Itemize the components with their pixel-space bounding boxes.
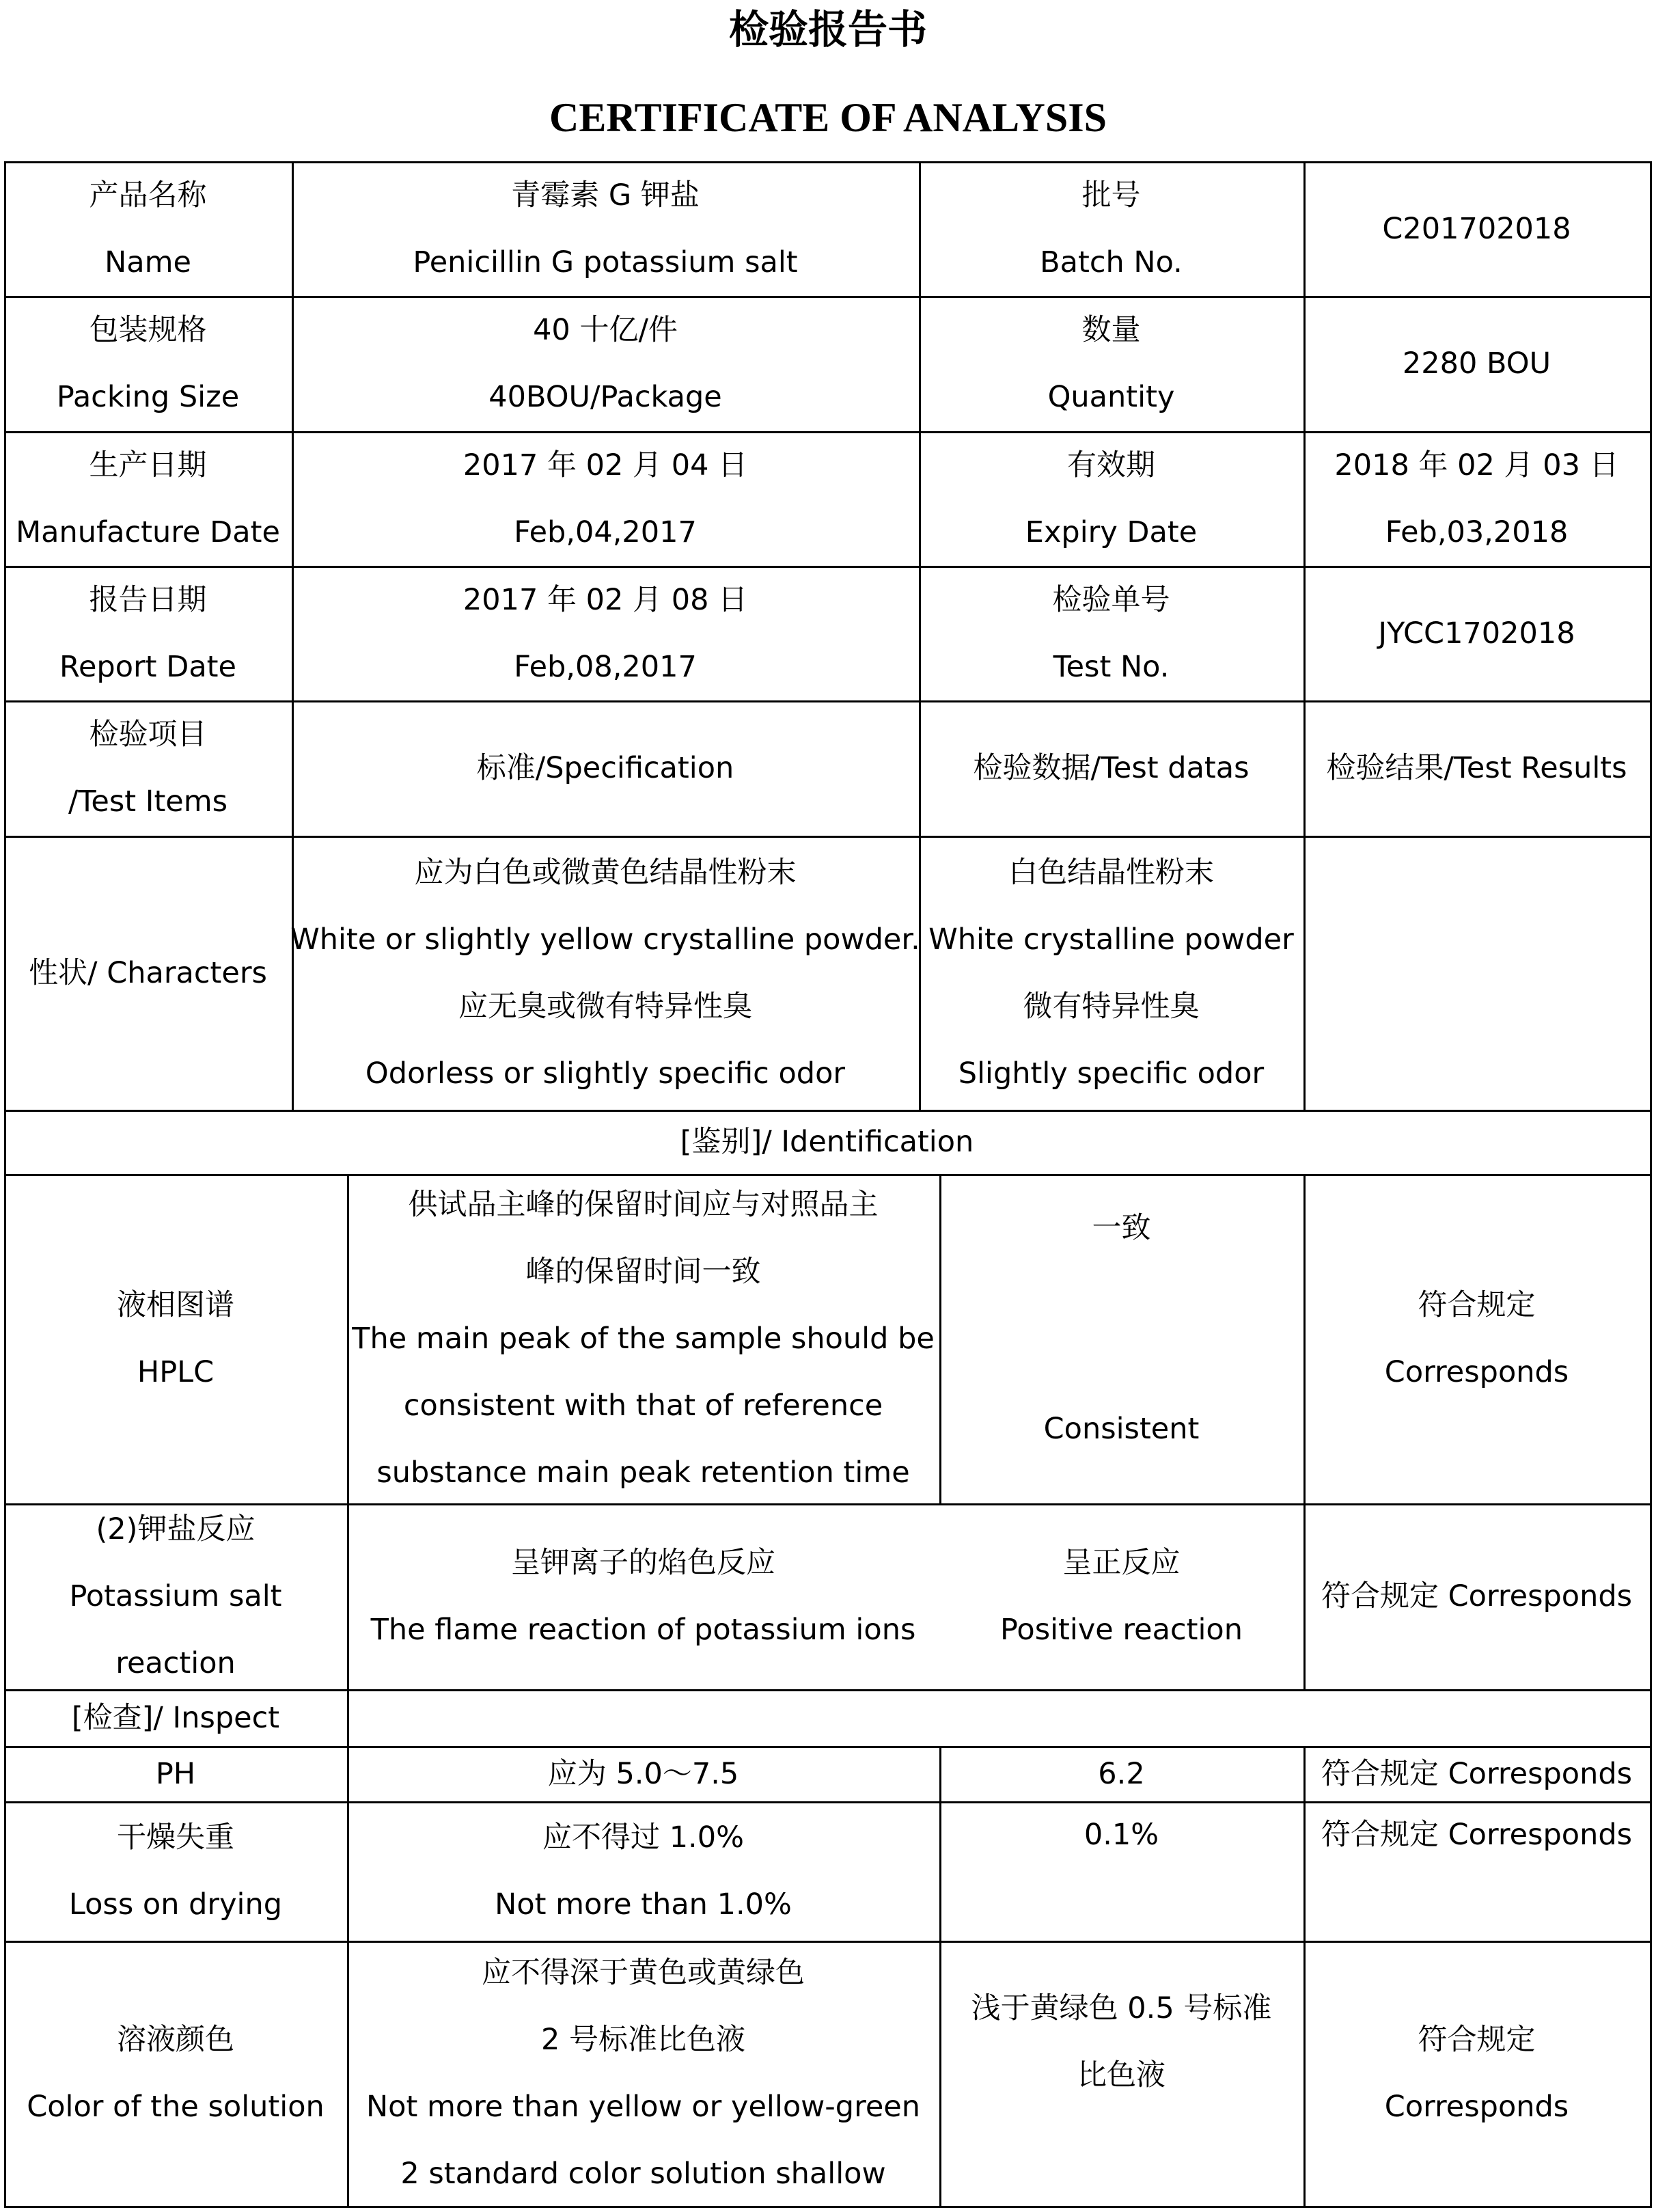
name-label [4,161,292,296]
cell-text-line: 呈正反应 [1062,1546,1181,1580]
cell-text-line: [鉴别]/ Identification [680,1125,974,1159]
cell-text-line: 浅于黄绿色 0.5 号标准 [971,1991,1272,2025]
characters-label [4,836,292,1110]
expiry-date-label [919,431,1303,566]
cell-text-line: 2017 年 02 月 08 日 [463,582,748,617]
cell-text-line: 检验项目 [89,718,207,752]
cell-text-line: 液相图谱 [117,1288,234,1322]
cell-text-line: Color of the solution [27,2090,325,2124]
cell-text-line: 符合规定 Corresponds [1321,1579,1633,1613]
cell-text-line: 微有特异性臭 [1023,989,1200,1024]
cell-text-line: White or slightly yellow crystalline powder. [290,922,920,957]
ph-data [939,1746,1303,1801]
hplc-spec [347,1174,939,1503]
test-no-label [919,566,1303,700]
color-data [939,1941,1303,2206]
cell-text-line: The main peak of the sample should be [352,1322,935,1356]
hplc-label [4,1174,347,1503]
cell-text-line: 检验结果/Test Results [1326,751,1627,785]
cell-text-line: Odorless or slightly specific odor [365,1056,846,1091]
cell-text-line: 供试品主峰的保留时间应与对照品主 [408,1188,879,1222]
cell-text-line: 一致 [1092,1211,1151,1245]
header-test-results [1303,700,1650,836]
header-test-data [919,700,1303,836]
cell-text-line: 符合规定 [1418,1288,1536,1322]
cell-text-line: 溶液颜色 [117,2023,234,2057]
ph-result [1303,1746,1650,1801]
identification-header [4,1110,1650,1174]
cell-text-line: 40 十亿/件 [533,313,678,347]
cell-text-line: Report Date [59,649,236,684]
cell-text-line: 应不得深于黄色或黄绿色 [482,1956,805,1990]
cell-text-line: substance main peak retention time [376,1456,910,1490]
cell-text-line: 比色液 [1077,2058,1165,2092]
cell-text-line: 干燥失重 [117,1820,234,1855]
cell-text-line: PH [155,1756,196,1791]
name-value [292,161,919,296]
batch-value [1303,161,1650,296]
cell-text-line: 产品名称 [89,178,207,213]
quantity-value [1303,296,1650,431]
drying-result [1303,1801,1650,1941]
potassium-spec [347,1503,939,1689]
cell-text-line: Name [105,245,191,279]
cell-text-line: Feb,03,2018 [1385,515,1569,549]
cell-text-line: Test No. [1053,649,1170,684]
cell-text-line: 生产日期 [89,448,207,482]
drying-spec [347,1801,939,1941]
cell-text-line: 符合规定 [1418,2023,1536,2057]
cell-text-line: Corresponds [1384,1355,1569,1389]
cell-text-line: reaction [115,1646,236,1680]
color-spec [347,1941,939,2206]
header-test-items [4,700,292,836]
drying-label [4,1801,347,1941]
report-date-value [292,566,919,700]
cell-text-line: The flame reaction of potassium ions [370,1613,916,1647]
packing-value [292,296,919,431]
manufacture-date-value [292,431,919,566]
cell-text-line: 符合规定 Corresponds [1321,1818,1633,1852]
cell-text-line: 符合规定 Corresponds [1321,1756,1633,1791]
cell-text-line: Feb,08,2017 [514,649,697,684]
cell-text-line: Positive reaction [1000,1613,1243,1647]
cell-text-line: 2280 BOU [1402,346,1551,381]
cell-text-line: 2 standard color solution shallow [400,2157,886,2191]
cell-text-line: 峰的保留时间一致 [525,1255,761,1289]
quantity-label [919,296,1303,431]
expiry-date-value [1303,431,1650,566]
cell-text-line: 应为白色或微黄色结晶性粉末 [414,855,797,890]
cell-text-line: White crystalline powder [928,922,1294,957]
inspect-header [4,1689,347,1746]
cell-text-line: 检验数据/Test datas [973,751,1250,785]
cell-text-line: Not more than 1.0% [495,1887,792,1922]
cell-text-line: 2018 年 02 月 03 日 [1334,448,1619,482]
manufacture-date-label [4,431,292,566]
cell-text-line: Corresponds [1384,2090,1569,2124]
cell-text-line: Penicillin G potassium salt [413,245,798,279]
cell-text-line: Manufacture Date [16,515,280,549]
cell-text-line: Batch No. [1040,245,1183,279]
packing-label [4,296,292,431]
color-result [1303,1941,1650,2206]
cell-text-line: Potassium salt [69,1579,282,1613]
cell-text-line: Loss on drying [68,1887,283,1922]
cell-text-line: 包装规格 [89,313,207,347]
color-label [4,1941,347,2206]
cell-text-line: 性状/ Characters [29,955,267,990]
cell-text-line: 标准/Specification [476,751,734,785]
cell-text-line: Packing Size [56,380,240,414]
potassium-data [939,1503,1303,1689]
cell-text-line: Not more than yellow or yellow-green [365,2090,921,2124]
title-en: CERTIFICATE OF ANALYSIS [549,95,1107,140]
cell-text-line: Expiry Date [1025,515,1198,549]
cell-text-line: 应为 5.0～7.5 [547,1756,739,1791]
cell-text-line: Slightly specific odor [958,1056,1265,1091]
cell-text-line: C201702018 [1382,211,1571,246]
cell-text-line: consistent with that of reference [403,1389,883,1423]
cell-text-line: 0.1% [1084,1818,1159,1852]
cell-text-line: 有效期 [1067,448,1155,482]
cell-text-line: 白色结晶性粉末 [1008,855,1214,890]
characters-data [919,836,1303,1110]
cell-text-line: 检验单号 [1052,582,1170,617]
hplc-result [1303,1174,1650,1503]
cell-text-line: Feb,04,2017 [514,515,697,549]
header-specification [292,700,919,836]
report-date-label [4,566,292,700]
batch-label [919,161,1303,296]
characters-spec [292,836,919,1110]
cell-text-line: 6.2 [1098,1756,1145,1791]
test-no-value [1303,566,1650,700]
cell-text-line: JYCC1702018 [1378,616,1575,651]
cell-text-line: 2 号标准比色液 [540,2023,746,2057]
cell-text-line: 批号 [1081,178,1141,213]
cell-text-line: Quantity [1047,380,1175,414]
ph-spec [347,1746,939,1801]
title-cn: 检验报告书 [728,6,927,53]
cell-text-line: 应无臭或微有特异性臭 [458,989,752,1024]
cell-text-line: 报告日期 [89,582,207,617]
cell-text-line: [检查]/ Inspect [71,1700,280,1735]
cell-text-line: Consistent [1043,1412,1200,1446]
cell-text-line: /Test Items [68,784,228,819]
cell-text-line: 青霉素 G 钾盐 [511,178,700,213]
cell-text-line: 2017 年 02 月 04 日 [463,448,748,482]
cell-text-line: (2)钾盐反应 [96,1512,256,1546]
drying-data [939,1801,1303,1941]
cell-text-line: 40BOU/Package [488,380,722,414]
cell-text-line: 数量 [1081,313,1141,347]
potassium-result [1303,1503,1650,1689]
ph-label [4,1746,347,1801]
hplc-data [939,1174,1303,1503]
cell-text-line: HPLC [137,1355,215,1389]
cell-text-line: 应不得过 1.0% [542,1820,744,1855]
potassium-label [4,1503,347,1689]
cell-text-line: 呈钾离子的焰色反应 [511,1546,775,1580]
